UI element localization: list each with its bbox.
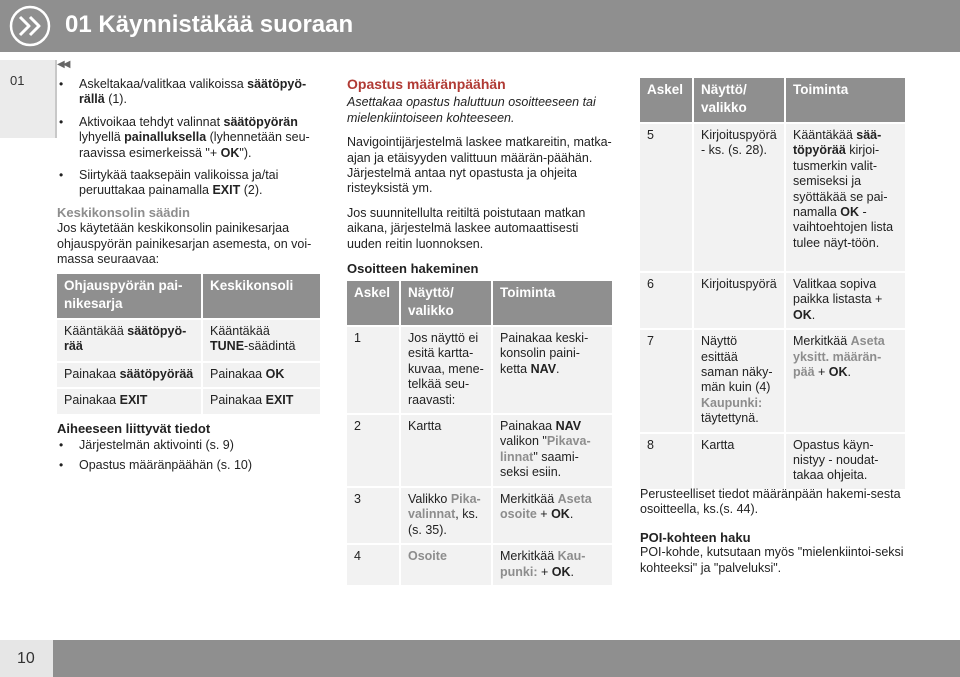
keskikonsoli-text: Jos käytetään keskikonsolin painikesarjaa ohjauspyörän painikesarjan asemesta, on voi-massa seuraavaa: xyxy=(57,221,312,267)
column-header: Näyttö/ valikko xyxy=(401,281,491,325)
middle-column xyxy=(347,77,612,276)
table-cell: Valikko Pika-valinnat, ks. (s. 35). xyxy=(401,488,491,543)
step-number: 8 xyxy=(640,434,692,489)
list-item: • Siirtykää taaksepäin valikoissa ja/tai peruuttakaa painamalla EXIT (2). xyxy=(57,168,322,199)
address-steps-table-continued xyxy=(638,76,907,491)
poi-text: POI-kohde, kutsutaan myös "mielenkiintoi-seksi kohteeksi" ja "palveluksi". xyxy=(640,545,904,575)
table-row xyxy=(640,124,905,271)
column-header: Toiminta xyxy=(786,78,905,122)
table-header-row xyxy=(347,281,612,325)
table-cell: Näyttö esittää saman näky-män kuin (4) Kaupunki: täytettynä. xyxy=(694,330,784,431)
column-header: Keskikonsoli xyxy=(203,274,320,318)
page-title: 01 Käynnistäkää suoraan xyxy=(65,11,354,38)
table-cell: Kirjoituspyörä - ks. (s. 28). xyxy=(694,124,784,271)
address-steps-table xyxy=(345,279,614,587)
chapter-tab-label: 01 xyxy=(10,73,25,88)
list-item: • Järjestelmän aktivointi (s. 9) xyxy=(57,438,322,453)
table-row xyxy=(347,415,612,486)
table-cell: Kääntäkää säätöpyö-rää xyxy=(57,320,201,361)
step-number: 1 xyxy=(347,327,399,413)
table-row xyxy=(347,488,612,543)
table-cell: Painakaa EXIT xyxy=(203,389,320,413)
table-row xyxy=(640,330,905,431)
table-row xyxy=(640,434,905,489)
table-cell: Painakaa EXIT xyxy=(57,389,201,413)
table-cell: Opastus käyn-nistyy - noudat-takaa ohjeita. xyxy=(786,434,905,489)
chapter-tab xyxy=(0,60,57,138)
table-header-row xyxy=(57,274,320,318)
table-cell: Kirjoituspyörä xyxy=(694,273,784,328)
list-item: • Opastus määränpäähän (s. 10) xyxy=(57,458,322,473)
table-cell: Merkitkää Kau-punki: + OK. xyxy=(493,545,612,585)
table-cell: Valitkaa sopiva paikka listasta + OK. xyxy=(786,273,905,328)
left-column xyxy=(57,77,322,276)
related-heading: Aiheeseen liittyvät tiedot xyxy=(57,421,211,436)
table-row xyxy=(57,363,320,387)
table-cell: Kartta xyxy=(401,415,491,486)
table-cell: Merkitkää Aseta yksitt. määrän-pää + OK. xyxy=(786,330,905,431)
table-row xyxy=(640,273,905,328)
keskikonsoli-heading: Keskikonsolin säädin xyxy=(57,204,190,220)
control-mapping-table xyxy=(55,272,322,416)
column-header: Näyttö/ valikko xyxy=(694,78,784,122)
table-cell: Kääntäkää sää-töpyörää kirjoi-tusmerkin valit-semiseksi ja syöttäkää se pai-namalla OK -vaihtoehtojen lista tulee näyt-töön. xyxy=(786,124,905,271)
table-cell: Painakaa NAV valikon "Pikava-linnat" saami-seksi esiin. xyxy=(493,415,612,486)
footer-bar xyxy=(53,640,960,677)
list-item: • Askeltakaa/valitkaa valikoissa säätöpyö-rällä (1). xyxy=(57,77,322,108)
paragraph: Jos suunnitellulta reitiltä poistutaan matkan aikana, järjestelmä laskee automaattisesti uuden reitin luonnoksen. xyxy=(347,205,586,251)
table-row xyxy=(57,389,320,413)
intro-text: Asettakaa opastus haluttuun osoitteeseen tai mielenkiintoiseen kohteeseen. xyxy=(347,95,596,125)
table-row xyxy=(347,327,612,413)
step-number: 2 xyxy=(347,415,399,486)
table-cell: Painakaa keski-konsolin paini-ketta NAV. xyxy=(493,327,612,413)
step-number: 7 xyxy=(640,330,692,431)
table-cell: Kääntäkää TUNE-säädintä xyxy=(203,320,320,361)
related-info xyxy=(57,421,322,480)
step-number: 5 xyxy=(640,124,692,271)
column-header: Askel xyxy=(640,78,692,122)
paragraph: Navigointijärjestelmä laskee matkareitin, matka-ajan ja etäisyyden valittuun määrän-päähän. Järjestelmä antaa nyt opastusta ja ohjeita risteyksistä ym. xyxy=(347,135,612,196)
section-title: Opastus määränpäähän xyxy=(347,76,506,92)
column-header: Askel xyxy=(347,281,399,325)
poi-heading: POI-kohteen haku xyxy=(640,529,751,545)
step-number: 3 xyxy=(347,488,399,543)
previous-page-marker: ◀◀ xyxy=(57,59,69,70)
list-item: • Aktivoikaa tehdyt valinnat säätöpyörän lyhyellä painalluksella (lyhennetään seu-raavissa esimerkeissä "+ OK"). xyxy=(57,115,322,161)
page-header xyxy=(0,0,960,52)
table-cell: Painakaa OK xyxy=(203,363,320,387)
table-row xyxy=(57,320,320,361)
table-header-row xyxy=(640,78,905,122)
table-row xyxy=(347,545,612,585)
instruction-list xyxy=(57,77,322,199)
related-list xyxy=(57,438,322,473)
step-number: 6 xyxy=(640,273,692,328)
column-header: Ohjauspyörän pai-nikesarja xyxy=(57,274,201,318)
column-header: Toiminta xyxy=(493,281,612,325)
address-search-heading: Osoitteen hakeminen xyxy=(347,261,479,277)
page-number: 10 xyxy=(17,650,35,667)
table-cell: Painakaa säätöpyörää xyxy=(57,363,201,387)
right-column-text xyxy=(640,487,905,585)
table-cell: Kartta xyxy=(694,434,784,489)
step-number: 4 xyxy=(347,545,399,585)
table-cell: Merkitkää Aseta osoite + OK. xyxy=(493,488,612,543)
table-cell: Osoite xyxy=(401,545,491,585)
page-number-box xyxy=(0,640,53,677)
fast-forward-icon xyxy=(9,5,51,47)
table-cell: Jos näyttö ei esitä kartta-kuvaa, mene-telkää seu-raavasti: xyxy=(401,327,491,413)
paragraph: Perusteelliset tiedot määränpään hakemi-sesta osoitteella, ks.(s. 44). xyxy=(640,487,901,517)
